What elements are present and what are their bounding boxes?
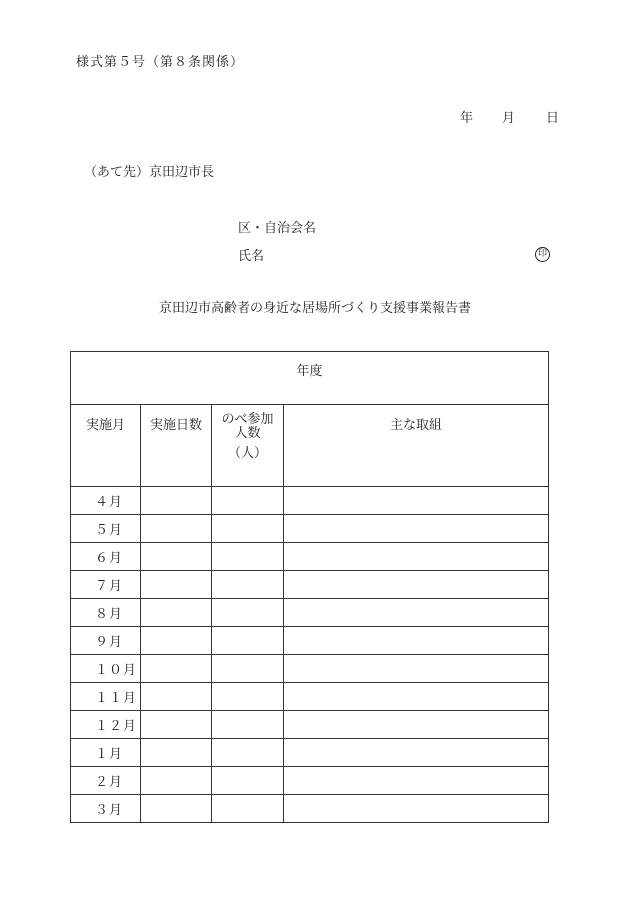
days-cell[interactable]: [141, 487, 212, 515]
month-cell: １０月: [71, 655, 141, 683]
days-cell[interactable]: [141, 515, 212, 543]
participants-cell[interactable]: [212, 487, 284, 515]
table-row: [71, 739, 549, 767]
table-row: [71, 711, 549, 739]
date-line: [460, 111, 560, 126]
header-participants: [212, 405, 284, 487]
header-days: 実施日数: [141, 405, 212, 487]
org-name-label: 区・自治会名: [238, 221, 317, 236]
table-row: [71, 795, 549, 823]
month-cell: ８月: [71, 599, 141, 627]
header-activities: 主な取組: [284, 405, 549, 487]
participants-cell[interactable]: [212, 627, 284, 655]
activities-cell[interactable]: [284, 711, 549, 739]
activities-cell[interactable]: [284, 739, 549, 767]
date-day-label: 日: [546, 111, 560, 126]
header-participants-line1: のべ参加: [221, 412, 274, 427]
activities-cell[interactable]: [284, 599, 549, 627]
table-row: [71, 655, 549, 683]
days-cell[interactable]: [141, 711, 212, 739]
form-number: 様式第５号（第８条関係）: [76, 55, 245, 70]
month-cell: １１月: [71, 683, 141, 711]
table-row: [71, 767, 549, 795]
days-cell[interactable]: [141, 543, 212, 571]
table-row: [71, 543, 549, 571]
activities-cell[interactable]: [284, 487, 549, 515]
activities-cell[interactable]: [284, 571, 549, 599]
name-label: 氏名: [238, 249, 265, 264]
seal-icon: 印: [535, 247, 550, 262]
header-participants-line3: （人）: [227, 446, 267, 461]
days-cell[interactable]: [141, 655, 212, 683]
report-table: [70, 351, 549, 823]
participants-cell[interactable]: [212, 543, 284, 571]
date-year-label: 年: [460, 111, 474, 126]
days-cell[interactable]: [141, 739, 212, 767]
days-cell[interactable]: [141, 767, 212, 795]
month-cell: ６月: [71, 543, 141, 571]
participants-cell[interactable]: [212, 795, 284, 823]
activities-cell[interactable]: [284, 767, 549, 795]
report-title: 京田辺市高齢者の身近な居場所づくり支援事業報告書: [158, 301, 471, 316]
days-cell[interactable]: [141, 599, 212, 627]
month-cell: ２月: [71, 767, 141, 795]
month-cell: ９月: [71, 627, 141, 655]
participants-cell[interactable]: [212, 515, 284, 543]
activities-cell[interactable]: [284, 795, 549, 823]
participants-cell[interactable]: [212, 683, 284, 711]
month-cell: ３月: [71, 795, 141, 823]
participants-cell[interactable]: [212, 767, 284, 795]
table-row: [71, 627, 549, 655]
table-row: [71, 599, 549, 627]
days-cell[interactable]: [141, 683, 212, 711]
table-row: [71, 515, 549, 543]
activities-cell[interactable]: [284, 627, 549, 655]
participants-cell[interactable]: [212, 655, 284, 683]
month-cell: １月: [71, 739, 141, 767]
month-cell: １２月: [71, 711, 141, 739]
header-participants-line2: 人数: [234, 426, 261, 441]
activities-cell[interactable]: [284, 655, 549, 683]
table-row: [71, 683, 549, 711]
participants-cell[interactable]: [212, 599, 284, 627]
addressee: （あて先）京田辺市長: [84, 165, 215, 180]
table-row: [71, 571, 549, 599]
month-cell: ５月: [71, 515, 141, 543]
days-cell[interactable]: [141, 627, 212, 655]
participants-cell[interactable]: [212, 571, 284, 599]
header-month: 実施月: [71, 405, 141, 487]
days-cell[interactable]: [141, 795, 212, 823]
days-cell[interactable]: [141, 571, 212, 599]
activities-cell[interactable]: [284, 515, 549, 543]
month-cell: ７月: [71, 571, 141, 599]
month-cell: ４月: [71, 487, 141, 515]
participants-cell[interactable]: [212, 739, 284, 767]
fiscal-year-cell[interactable]: 年度: [71, 352, 549, 405]
activities-cell[interactable]: [284, 683, 549, 711]
activities-cell[interactable]: [284, 543, 549, 571]
participants-cell[interactable]: [212, 711, 284, 739]
date-month-label: 月: [502, 111, 516, 126]
table-row: [71, 487, 549, 515]
